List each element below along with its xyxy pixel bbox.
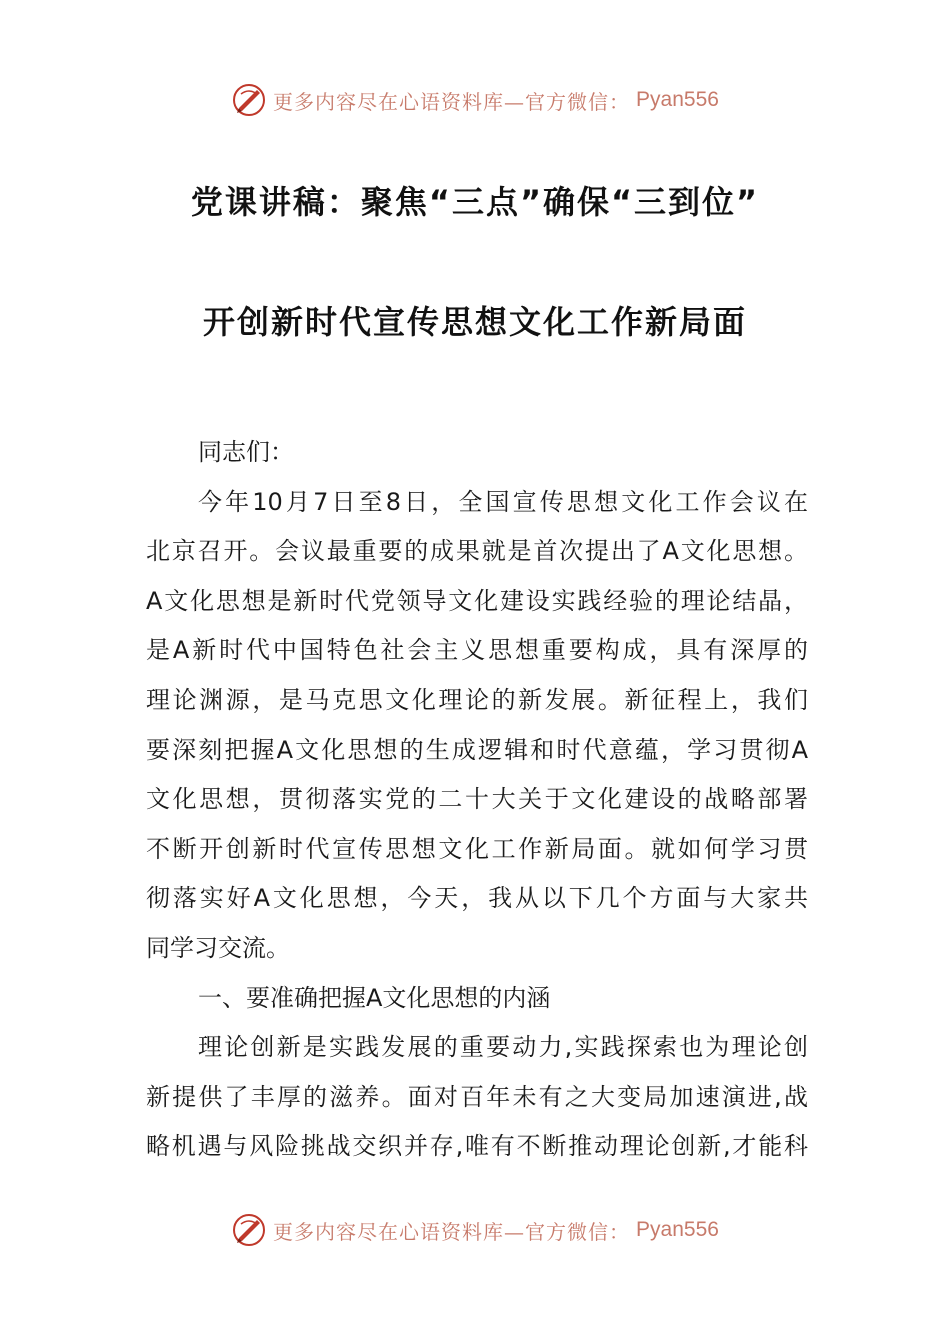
body-line: 文化思想，贯彻落实党的二十大关于文化建设的战略部署 xyxy=(146,785,808,814)
body-line: 彻落实好A文化思想，今天，我从以下几个方面与大家共 xyxy=(146,884,808,913)
body-line: 同志们： xyxy=(198,438,294,466)
body-line: A文化思想是新时代党领导文化建设实践经验的理论结晶， xyxy=(146,586,808,615)
body-line: 略机遇与风险挑战交织并存,唯有不断推动理论创新,才能科 xyxy=(146,1132,808,1161)
body-line: 不断开创新时代宣传思想文化工作新局面。就如何学习贯 xyxy=(146,834,808,863)
body-line: 同学习交流。 xyxy=(146,933,290,962)
body-line: 理论渊源，是马克思文化理论的新发展。新征程上，我们 xyxy=(146,685,808,714)
watermark-banner-top xyxy=(0,80,950,120)
watermark-text: 更多内容尽在心语资料库—官方微信： xyxy=(273,89,631,114)
document-title-line-2: 开创新时代宣传思想文化工作新局面 xyxy=(202,303,747,341)
body-line: 是A新时代中国特色社会主义思想重要构成，具有深厚的 xyxy=(146,636,808,665)
pen-logo-icon xyxy=(231,1212,267,1248)
document-body xyxy=(146,428,808,1172)
watermark-wechat-id: Pyan556 xyxy=(636,1218,719,1241)
body-line: 北京召开。会议最重要的成果就是首次提出了A文化思想。 xyxy=(146,537,808,566)
watermark-text: 更多内容尽在心语资料库—官方微信： xyxy=(273,1219,631,1244)
body-line: 理论创新是实践发展的重要动力,实践探索也为理论创 xyxy=(198,1033,808,1062)
section-heading: 一、要准确把握A文化思想的内涵 xyxy=(198,983,551,1012)
pen-logo-icon xyxy=(231,82,267,118)
body-line: 新提供了丰厚的滋养。面对百年未有之大变局加速演进,战 xyxy=(146,1082,808,1111)
document-title-line-1: 党课讲稿：聚焦“三点”确保“三到位” xyxy=(190,183,760,221)
watermark-wechat-id: Pyan556 xyxy=(636,88,719,111)
watermark-banner-bottom xyxy=(0,1210,950,1250)
body-line: 要深刻把握A文化思想的生成逻辑和时代意蕴，学习贯彻A xyxy=(146,735,808,764)
body-line: 今年10月7日至8日，全国宣传思想文化工作会议在 xyxy=(198,487,808,516)
